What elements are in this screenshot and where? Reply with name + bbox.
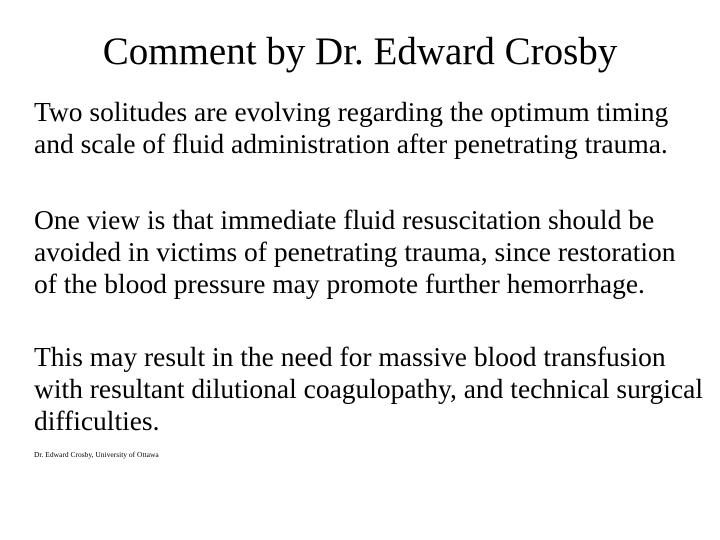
paragraph-1: Two solitudes are evolving regarding the optimum timing and scale of fluid administration after penetrating trauma. (34, 96, 669, 159)
paragraph-2: One view is that immediate fluid resuscitation should be avoided in victims of penetrating trauma, since restoration of the blood pressure may promote further hemorrhage. (34, 204, 676, 299)
footnote-attribution: Dr. Edward Crosby, University of Ottawa (34, 450, 159, 459)
slide-title: Comment by Dr. Edward Crosby (102, 30, 618, 73)
paragraph-3: This may result in the need for massive blood transfusion with resultant dilutional coagulopathy, and technical surgical difficulties. (34, 341, 703, 436)
